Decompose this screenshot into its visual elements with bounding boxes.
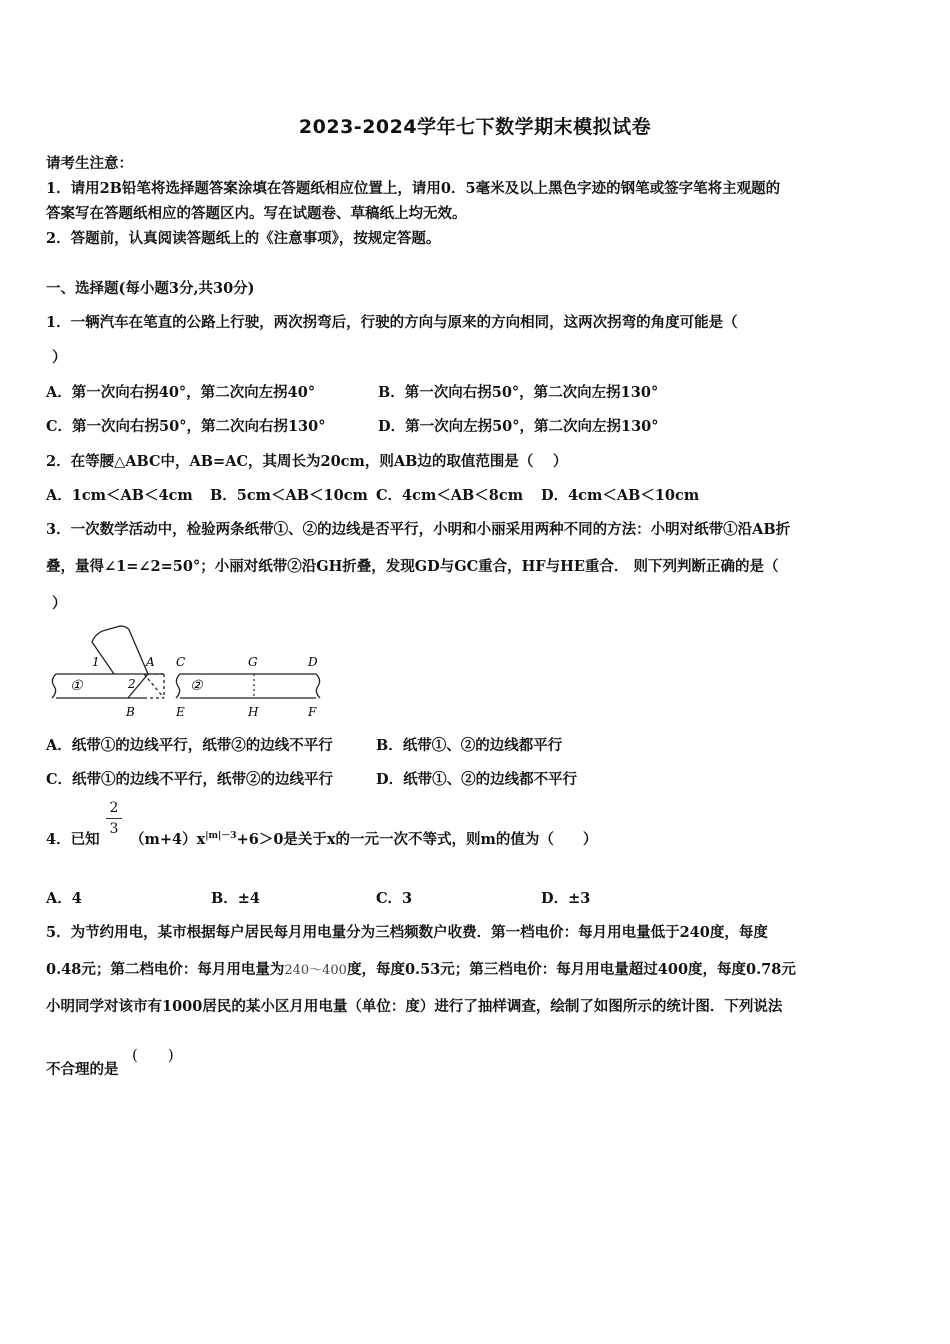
question-1-option-d: D．第一次向左拐50°，第二次向左拐130° (378, 418, 659, 435)
point-b-label: B (126, 705, 135, 719)
question-5-range: 240～400 (284, 963, 347, 978)
question-1-paren: ） (52, 349, 67, 366)
question-3-stem-line-1: 3．一次数学活动中，检验两条纸带①、②的边线是否平行，小明和小丽采用两种不同的方法：小明对纸带①沿AB折 (46, 521, 791, 538)
question-4-option-c: C．3 (376, 890, 413, 907)
strip-1-label: ① (70, 678, 83, 694)
notice-item-1-line-1: 1．请用2B铅笔将选择题答案涂填在答题纸相应位置上，请用0．5毫米及以上黑色字迹的钢笔或签字笔将主观题的 (46, 180, 781, 197)
question-3-option-d: D．纸带①、②的边线都不平行 (376, 771, 578, 788)
question-5-line-2-a: 0.48元；第二档电价：每月用电量为 (46, 961, 285, 978)
question-3-stem-line-2: 叠，量得∠1=∠2=50°；小丽对纸带②沿GH折叠，发现GD与GC重合，HF与HE重合． 则下列判断正确的是（ (46, 558, 779, 575)
page-title: 2023-2024学年七下数学期末模拟试卷 (298, 116, 652, 138)
fraction-bar (106, 818, 122, 819)
point-a-label: A (146, 655, 155, 669)
question-1-stem: 1．一辆汽车在笔直的公路上行驶，两次拐弯后，行驶的方向与原来的方向相同，这两次拐弯的角度可能是（ (46, 314, 738, 331)
point-h-label: H (248, 705, 259, 719)
question-3-option-a: A．纸带①的边线平行，纸带②的边线不平行 (46, 737, 333, 754)
point-g-label: G (248, 655, 258, 669)
point-c-label: C (176, 655, 186, 669)
point-d-label: D (308, 655, 318, 669)
question-4-expression (130, 828, 597, 849)
question-4-option-a: A．4 (46, 890, 82, 907)
strip-2-label: ② (190, 678, 203, 694)
question-4-mid: （m+4）x (130, 831, 206, 848)
notice-item-2: 2．答题前，认真阅读答题纸上的《注意事项》，按规定答题。 (46, 230, 441, 247)
question-5-answer-paren: ( ) (132, 1046, 174, 1064)
point-e-label: E (176, 705, 185, 719)
strip-1 (52, 626, 164, 719)
question-1-option-c: C．第一次向右拐50°，第二次向右拐130° (46, 418, 326, 435)
question-2-option-a: A．1cm＜AB＜4cm (46, 487, 193, 504)
strip-2 (175, 655, 320, 719)
question-5-line-2 (46, 958, 796, 979)
question-4-option-d: D．±3 (541, 890, 591, 907)
question-5-line-1: 5．为节约用电，某市根据每户居民每月用电量分为三档频数户收费．第一档电价：每月用电量低于240度，每度 (46, 924, 768, 941)
angle-1-label: 1 (92, 655, 100, 669)
point-f-label: F (308, 705, 317, 719)
fraction-two-thirds (106, 800, 122, 837)
question-2-option-b: B．5cm＜AB＜10cm (210, 487, 368, 504)
fraction-numerator: 2 (109, 800, 119, 816)
fraction-denominator: 3 (109, 821, 119, 837)
question-4-prefix: 4．已知 (46, 831, 100, 848)
notice-item-1-line-2: 答案写在答题纸相应的答题区内。写在试题卷、草稿纸上均无效。 (46, 205, 467, 222)
paper-strips-figure (44, 622, 334, 722)
section-heading: 一、选择题(每小题3分,共30分) (46, 280, 255, 297)
question-1-option-a: A．第一次向右拐40°，第二次向左拐40° (46, 384, 316, 401)
question-4-suffix: +6＞0是关于x的一元一次不等式，则m的值为（ ） (236, 831, 598, 848)
angle-2-label: 2 (128, 677, 136, 691)
notice-heading: 请考生注意： (46, 155, 133, 172)
question-2-option-d: D．4cm＜AB＜10cm (541, 487, 700, 504)
question-2-stem: 2．在等腰△ABC中，AB=AC，其周长为20cm，则AB边的取值范围是（ ） (46, 453, 568, 470)
question-5-line-2-b: 度，每度0.53元；第三档电价：每月用电量超过400度，每度0.78元 (346, 961, 796, 978)
question-5-line-4: 不合理的是 (46, 1061, 119, 1078)
question-3-option-b: B．纸带①、②的边线都平行 (376, 737, 563, 754)
question-4-exponent: |m|－3 (205, 831, 237, 841)
question-1-option-b: B．第一次向右拐50°，第二次向左拐130° (378, 384, 659, 401)
question-5-line-3: 小明同学对该市有1000居民的某小区月用电量（单位：度）进行了抽样调查，绘制了如图所示的统计图．下列说法 (46, 998, 783, 1015)
question-4-option-b: B．±4 (211, 890, 260, 907)
question-3-paren: ） (52, 595, 67, 612)
question-2-option-c: C．4cm＜AB＜8cm (376, 487, 524, 504)
question-3-option-c: C．纸带①的边线不平行，纸带②的边线平行 (46, 771, 334, 788)
